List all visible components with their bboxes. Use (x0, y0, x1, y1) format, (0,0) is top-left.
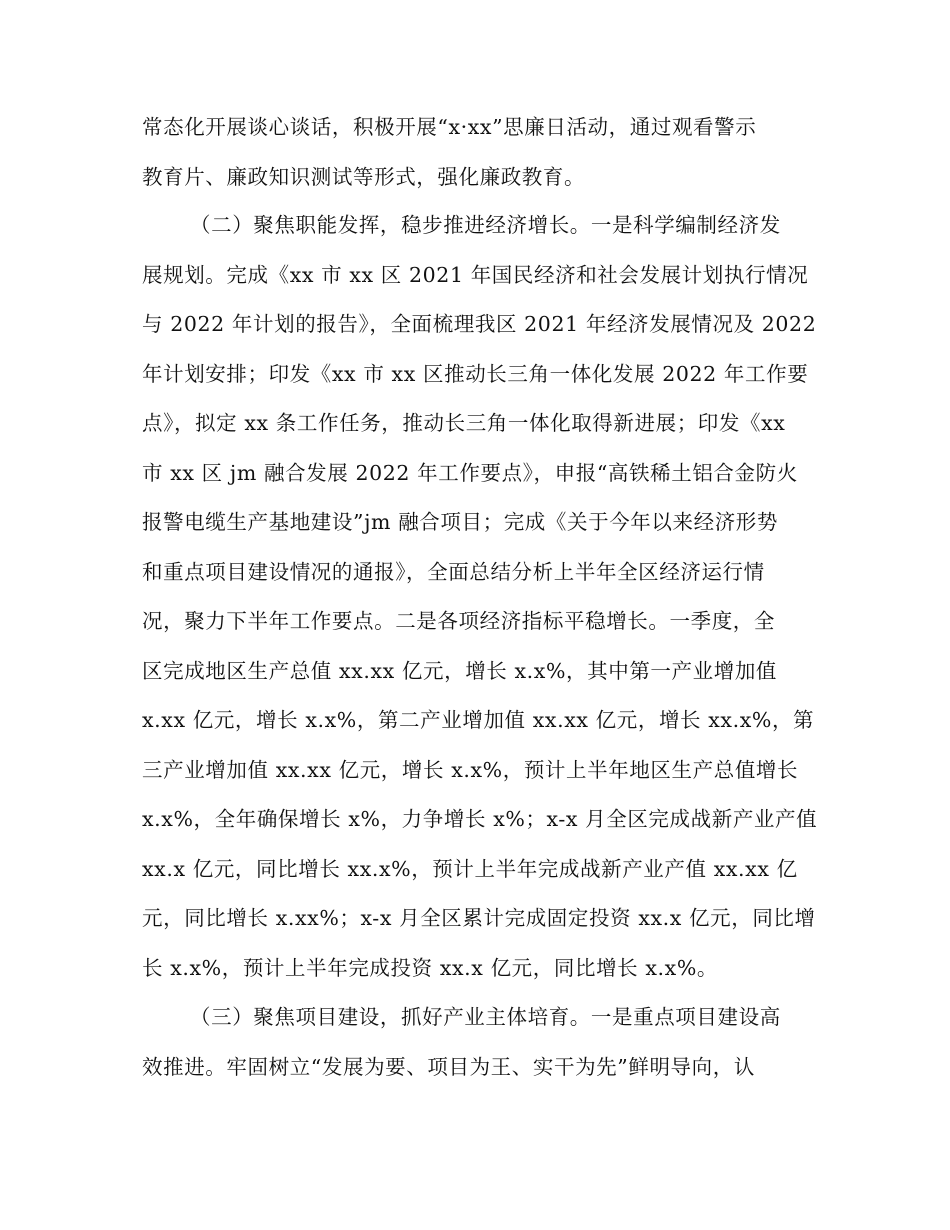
paragraph-line: 三产业增加值 xx.xx 亿元，增长 x.x%，预计上半年地区生产总值增长 (142, 758, 799, 782)
paragraph-line: xx.x 亿元，同比增长 xx.x%，预计上半年完成战新产业产值 xx.xx 亿 (142, 857, 798, 881)
paragraph-line: x.x%，全年确保增长 x%，力争增长 x%；x-x 月全区完成战新产业产值 (142, 807, 818, 831)
paragraph-line: 展规划。完成《xx 市 xx 区 2021 年国民经济和社会发展计划执行情况 (142, 263, 809, 287)
paragraph-line: 长 x.x%，预计上半年完成投资 xx.x 亿元，同比增长 x.x%。 (142, 956, 718, 980)
paragraph-line: 常态化开展谈心谈话，积极开展“x·xx”思廉日活动，通过观看警示 (142, 115, 757, 139)
paragraph-line: 况，聚力下半年工作要点。二是各项经济指标平稳增长。一季度，全 (142, 609, 775, 633)
paragraph-line: 市 xx 区 jm 融合发展 2022 年工作要点》，申报“高铁稀土铝合金防火 (142, 461, 798, 485)
paragraph-line: 点》，拟定 xx 条工作任务，推动长三角一体化取得新进展；印发《xx (142, 411, 786, 435)
paragraph-line: 年计划安排；印发《xx 市 xx 区推动长三角一体化发展 2022 年工作要 (142, 362, 809, 386)
paragraph-line: 元，同比增长 x.xx%；x-x 月全区累计完成固定投资 xx.x 亿元，同比增 (142, 906, 816, 930)
paragraph-line: 教育片、廉政知识测试等形式，强化廉政教育。 (142, 165, 586, 189)
section-heading-line: （三）聚焦项目建设，抓好产业主体培育。一是重点项目建设高 (190, 1005, 781, 1029)
paragraph-line: 和重点项目建设情况的通报》，全面总结分析上半年全区经济运行情 (142, 560, 765, 584)
paragraph-line: 效推进。牢固树立“发展为要、项目为王、实干为先”鲜明导向，认 (142, 1055, 755, 1079)
paragraph-line: 报警电缆生产基地建设”jm 融合项目；完成《关于今年以来经济形势 (142, 510, 778, 534)
paragraph-line: x.xx 亿元，增长 x.x%，第二产业增加值 xx.xx 亿元，增长 xx.x%，第 (142, 708, 815, 732)
paragraph-line: 区完成地区生产总值 xx.xx 亿元，增长 x.x%，其中第一产业增加值 (142, 659, 778, 683)
section-heading-line: （二）聚焦职能发挥，稳步推进经济增长。一是科学编制经济发 (190, 213, 781, 237)
paragraph-line: 与 2022 年计划的报告》，全面梳理我区 2021 年经济发展情况及 2022 (142, 312, 817, 336)
